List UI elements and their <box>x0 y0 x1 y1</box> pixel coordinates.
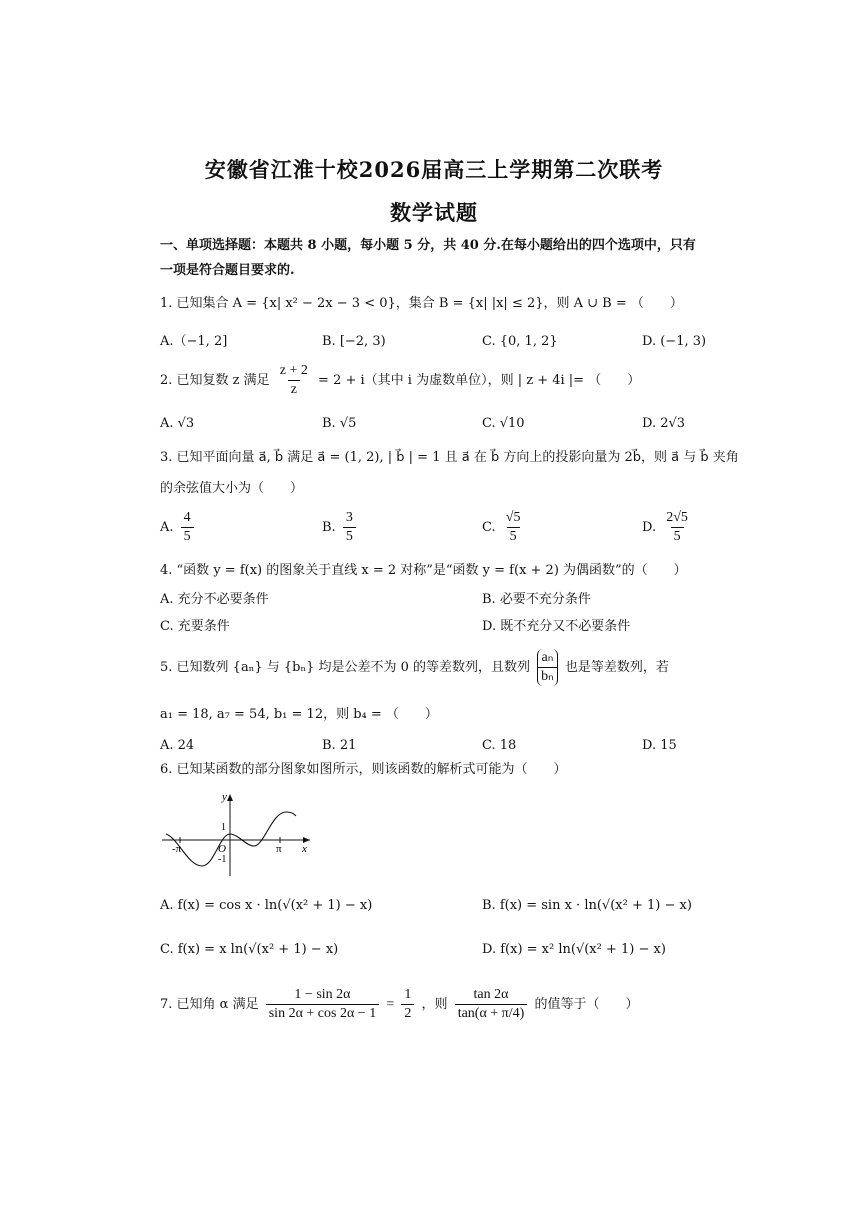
q2-frac-den: z <box>288 380 300 399</box>
q1-option-b[interactable]: B. [−2, 3) <box>322 334 386 349</box>
q3-a-num: 4 <box>183 510 191 525</box>
q6-option-c[interactable]: C. f(x) = x ln(√(x² + 1) − x) <box>160 942 339 957</box>
q5-post: 也是等差数列，若 <box>564 660 669 675</box>
section-heading: 一、单项选择题：本题共 8 小题，每小题 5 分，共 40 分.在每小题给出的四个选项中，只有 <box>160 238 696 253</box>
question-7-text <box>160 986 638 1023</box>
q7-eq: = <box>386 997 395 1012</box>
q3-option-c[interactable] <box>482 509 526 546</box>
y-axis-arrow-icon <box>227 794 233 801</box>
exam-subtitle: 数学试题 <box>390 200 478 225</box>
q3-option-d[interactable] <box>642 509 694 546</box>
q2-frac-num: z + 2 <box>279 363 308 378</box>
q3-c-label: C. <box>482 520 496 535</box>
q7-f3-den: tan(α + π/4) <box>455 1004 528 1023</box>
q3-c-num: √5 <box>505 510 521 525</box>
q3-option-b[interactable] <box>322 509 359 546</box>
q4-option-b[interactable]: B. 必要不充分条件 <box>482 592 591 607</box>
q5-frac-den: bₙ <box>538 667 557 686</box>
q4-option-c[interactable]: C. 充要条件 <box>160 619 230 634</box>
q5-frac-num: aₙ <box>541 650 554 665</box>
neg-pi-label: -π <box>172 843 182 855</box>
q4-option-d[interactable]: D. 既不充分又不必要条件 <box>482 619 631 634</box>
q3-a-den: 5 <box>181 527 194 546</box>
q5-fraction <box>537 649 558 686</box>
q3-option-a[interactable] <box>160 509 197 546</box>
question-6-text: 6. 已知某函数的部分图象如图所示，则该函数的解析式可能为（ ） <box>160 762 567 777</box>
question-1-text: 1. 已知集合 A = {x| x² − 2x − 3 < 0}，集合 B = {x| |x| ≤ 2}，则 A ∪ B = （ ） <box>160 296 683 311</box>
question-2-text <box>160 362 640 399</box>
q5-pre: 5. 已知数列 {aₙ} 与 {bₙ} 均是公差不为 0 的等差数列，且数列 <box>160 660 531 675</box>
function-graph <box>160 790 316 878</box>
y-one-label: 1 <box>221 822 226 833</box>
q2-fraction <box>277 362 311 399</box>
y-axis-label: y <box>222 791 227 803</box>
q1-option-d[interactable]: D. (−1, 3) <box>642 334 707 349</box>
section-heading-cont: 一项是符合题目要求的. <box>160 263 295 278</box>
q5-option-b[interactable]: B. 21 <box>322 738 357 753</box>
q7-fraction-2 <box>401 986 414 1023</box>
q3-d-fraction <box>663 509 691 546</box>
q7-f1-den: sin 2α + cos 2α − 1 <box>266 1004 379 1023</box>
q3-b-label: B. <box>322 520 336 535</box>
question-3-cont: 的余弦值大小为（ ） <box>160 481 304 496</box>
q6-option-a[interactable]: A. f(x) = cos x · ln(√(x² + 1) − x) <box>160 898 373 913</box>
q3-c-den: 5 <box>507 527 520 546</box>
q7-post: 的值等于（ ） <box>534 997 639 1012</box>
q7-f2-num: 1 <box>404 987 412 1002</box>
x-axis-label: x <box>302 843 307 855</box>
q3-b-fraction <box>343 509 356 546</box>
q5-option-c[interactable]: C. 18 <box>482 738 517 753</box>
function-curve <box>166 812 296 866</box>
q2-option-b[interactable]: B. √5 <box>322 416 357 431</box>
q5-option-d[interactable]: D. 15 <box>642 738 677 753</box>
origin-label: O <box>218 843 226 855</box>
q1-option-a[interactable]: A.（−1, 2] <box>160 334 228 349</box>
q2-pre: 2. 已知复数 z 满足 <box>160 373 270 388</box>
q5-option-a[interactable]: A. 24 <box>160 738 195 753</box>
q1-option-c[interactable]: C. {0, 1, 2} <box>482 334 558 349</box>
q7-mid: ，则 <box>421 997 448 1012</box>
q3-d-den: 5 <box>671 527 684 546</box>
q7-pre: 7. 已知角 α 满足 <box>160 997 259 1012</box>
q3-a-label: A. <box>160 520 174 535</box>
pi-label: π <box>276 843 282 855</box>
q3-a-fraction <box>181 509 194 546</box>
q3-b-num: 3 <box>345 510 353 525</box>
q7-fraction-1 <box>266 986 379 1023</box>
q3-d-num: 2√5 <box>666 510 688 525</box>
exam-title: 安徽省江淮十校2026届高三上学期第二次联考 <box>204 157 664 182</box>
question-3-text: 3. 已知平面向量 a⃗, b⃗ 满足 a⃗ = (1, 2), | b⃗ | = 1 且 a⃗ 在 b⃗ 方向上的投影向量为 2b⃗，则 a⃗ 与 b⃗ 夹角 <box>160 450 739 465</box>
q4-option-a[interactable]: A. 充分不必要条件 <box>160 592 269 607</box>
y-neg-one-label: -1 <box>218 854 227 865</box>
q3-c-fraction <box>503 509 524 546</box>
question-5-text <box>160 649 669 686</box>
q6-option-b[interactable]: B. f(x) = sin x · ln(√(x² + 1) − x) <box>482 898 692 913</box>
question-5-cont: a₁ = 18, a₇ = 54, b₁ = 12，则 b₄ = （ ） <box>160 707 438 722</box>
q2-option-d[interactable]: D. 2√3 <box>642 416 686 431</box>
q7-f3-num: tan 2α <box>473 987 509 1002</box>
q7-f1-num: 1 − sin 2α <box>294 987 351 1002</box>
q7-fraction-3 <box>455 986 528 1023</box>
q2-option-a[interactable]: A. √3 <box>160 416 195 431</box>
q3-b-den: 5 <box>343 527 356 546</box>
q6-option-d[interactable]: D. f(x) = x² ln(√(x² + 1) − x) <box>482 942 666 957</box>
q7-f2-den: 2 <box>401 1004 414 1023</box>
question-4-text: 4. “函数 y = f(x) 的图象关于直线 x = 2 对称”是“函数 y = f(x + 2) 为偶函数”的（ ） <box>160 563 687 578</box>
q2-post: = 2 + i（其中 i 为虚数单位），则 | z + 4i |= （ ） <box>318 373 641 388</box>
q2-option-c[interactable]: C. √10 <box>482 416 525 431</box>
q3-d-label: D. <box>642 520 657 535</box>
